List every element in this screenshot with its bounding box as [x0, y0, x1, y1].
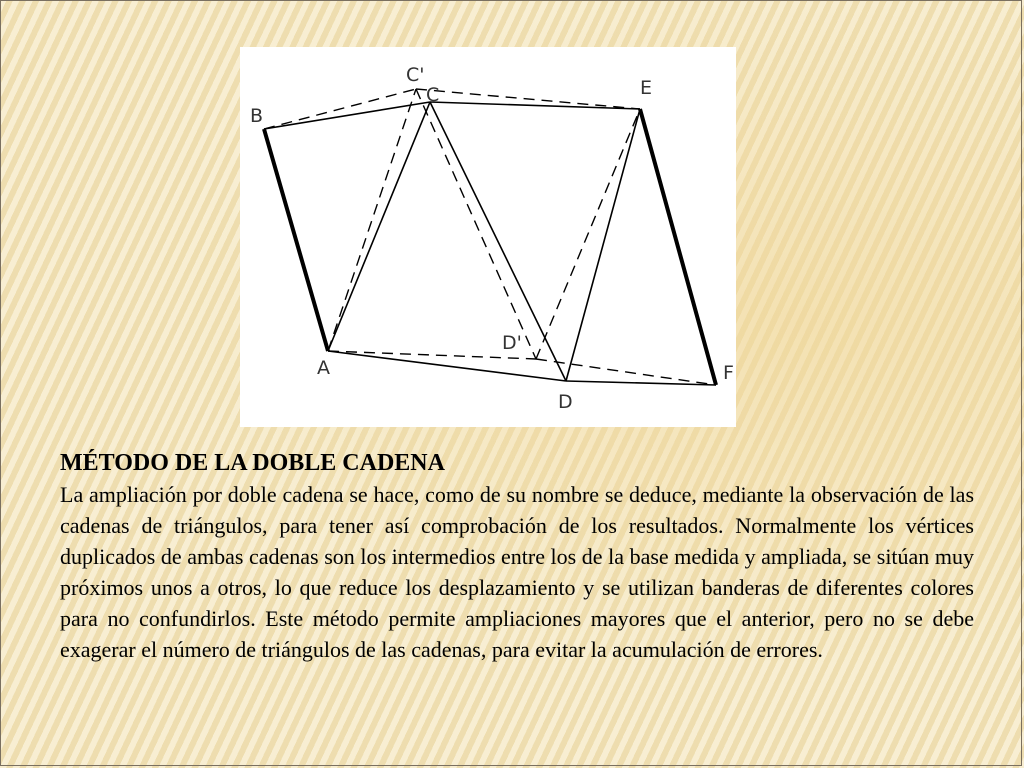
- solid-line-DE: [566, 109, 640, 381]
- label-E: E: [640, 77, 653, 99]
- solid-line-CD: [430, 102, 566, 381]
- label-F: F: [723, 362, 734, 384]
- label-C: C: [426, 84, 440, 106]
- solid-line-AC: [328, 102, 430, 351]
- label-C-prime: C': [406, 64, 425, 86]
- slide-heading: MÉTODO DE LA DOBLE CADENA: [60, 450, 445, 476]
- slide-text: [60, 447, 974, 665]
- label-A: A: [317, 357, 330, 379]
- diagram-svg: [240, 47, 736, 427]
- solid-line-AD: [328, 351, 566, 381]
- dashed-line-DprimeE: [536, 109, 640, 359]
- dashed-line-CprimeDprime: [416, 89, 536, 359]
- dashed-line-BCprime: [264, 89, 416, 129]
- base-line-EF: [640, 109, 716, 385]
- solid-line-BC: [264, 102, 430, 129]
- base-line-AB: [264, 129, 328, 351]
- triangulation-diagram: [240, 47, 736, 427]
- slide-paragraph: La ampliación por doble cadena se hace, como de su nombre se deduce, mediante la observación de las cadenas de triángulos, para tener así comprobación de los resultados. Normalmente los vértices duplicados de ambas cadenas son los intermedios entre los de la base medida y ampliada, se sitúan muy próximos unos a otros, lo que reduce los desplazamiento y se utilizan banderas de diferentes colores para no confundirlos. Este método permite ampliaciones mayores que el anterior, pero no se debe exagerar el número de triángulos de las cadenas, para evitar la acumulación de errores.: [60, 482, 974, 662]
- label-D: D: [558, 391, 573, 413]
- solid-line-CE: [430, 102, 640, 109]
- label-B: B: [250, 105, 264, 127]
- dashed-line-ACprime: [328, 89, 416, 351]
- solid-line-DF: [566, 381, 716, 385]
- label-D-prime: D': [502, 332, 522, 354]
